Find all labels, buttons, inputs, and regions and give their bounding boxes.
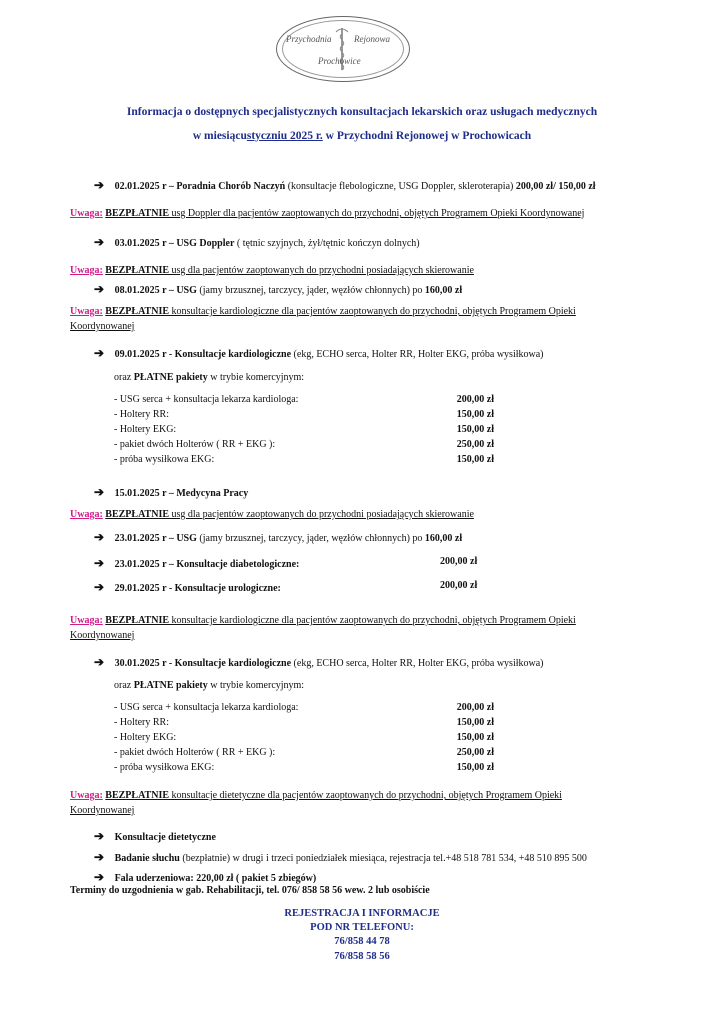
- title-month: styczniu 2025 r.: [246, 130, 323, 142]
- arrow-icon: ➔: [94, 282, 105, 296]
- note-6: Uwaga: BEZPŁATNIE konsultacje dietetyczne dla pacjentów zaoptowanych do przychodni, objętych Programem Opieki: [70, 790, 562, 801]
- item-occupational: ➔ 15.01.2025 r – Medycyna Pracy: [94, 485, 249, 499]
- item-urology: ➔ 29.01.2025 r - Konsultacje urologiczne: 200,00 zł: [94, 580, 478, 594]
- logo-text-1: Przychodnia: [286, 34, 332, 44]
- package-list-2: [114, 702, 494, 777]
- arrow-icon: ➔: [94, 870, 105, 884]
- note-2: Uwaga: BEZPŁATNIE usg dla pacjentów zaoptowanych do przychodni posiadających skierowanie: [70, 265, 474, 276]
- item-hearing: ➔ Badanie słuchu (bezpłatnie) w drugi i trzeci poniedziałek miesiąca, rejestracja tel.+48 518 781 534, +48 510 895 500: [94, 850, 587, 864]
- item-dietetics: ➔ Konsultacje dietetyczne: [94, 829, 216, 843]
- registration-line-2: POD NR TELEFONU:: [310, 922, 414, 933]
- title-pre: w miesiącu: [192, 130, 247, 142]
- item-usg-2301: ➔ 23.01.2025 r – USG (jamy brzusznej, tarczycy, jąder, węzłów chłonnych) po 160,00 zł: [94, 530, 463, 544]
- package-row: - USG serca + konsultacja lekarza kardiologa: 200,00 zł: [114, 702, 494, 713]
- arrow-icon: ➔: [94, 530, 105, 544]
- arrow-icon: ➔: [94, 655, 105, 669]
- arrow-icon: ➔: [94, 829, 105, 843]
- registration-phone-1: 76/858 44 78: [334, 936, 390, 947]
- arrow-icon: ➔: [94, 850, 105, 864]
- arrow-icon: ➔: [94, 235, 105, 249]
- item-usg-doppler: ➔ 03.01.2025 r – USG Doppler ( tętnic szyjnych, żył/tętnic kończyn dolnych): [94, 235, 420, 249]
- note-1: Uwaga: BEZPŁATNIE usg Doppler dla pacjentów zaoptowanych do przychodni, objętych Programem Opieki Koordynowanej: [70, 208, 585, 219]
- package-row: - Holtery RR: 150,00 zł: [114, 717, 494, 728]
- arrow-icon: ➔: [94, 556, 105, 570]
- paid-packages-1: oraz PŁATNE pakiety w trybie komercyjnym:: [114, 372, 305, 383]
- item-vascular: ➔ 02.01.2025 r – Poradnia Chorób Naczyń (konsultacje flebologiczne, USG Doppler, skleroterapia) 200,00 zł/ 150,00 zł: [94, 178, 596, 192]
- arrow-icon: ➔: [94, 178, 105, 192]
- package-row: - Holtery RR: 150,00 zł: [114, 409, 494, 420]
- note-3-line-2: Koordynowanej: [70, 321, 135, 332]
- note-5: Uwaga: BEZPŁATNIE konsultacje kardiologiczne dla pacjentów zaoptowanych do przychodni, objętych Programem Opieki: [70, 615, 576, 626]
- note-6-line-2: Koordynowanej: [70, 805, 135, 816]
- item-usg-0801: ➔ 08.01.2025 r – USG (jamy brzusznej, tarczycy, jąder, węzłów chłonnych) po 160,00 zł: [94, 282, 463, 296]
- arrow-icon: ➔: [94, 346, 105, 360]
- item-cardio-0901: ➔ 09.01.2025 r - Konsultacje kardiologiczne (ekg, ECHO serca, Holter RR, Holter EKG, próba wysiłkowa): [94, 346, 544, 360]
- note-3: Uwaga: BEZPŁATNIE konsultacje kardiologiczne dla pacjentów zaoptowanych do przychodni, objętych Programem Opieki: [70, 306, 576, 317]
- title-post: w Przychodni Rejonowej w Prochowicach: [325, 130, 532, 142]
- title-line-2: [0, 130, 724, 142]
- terms-note: Terminy do uzgodnienia w gab. Rehabilitacji, tel. 076/ 858 58 56 wew. 2 lub osobiście: [70, 885, 430, 896]
- package-row: - pakiet dwóch Holterów ( RR + EKG ): 250,00 zł: [114, 747, 494, 758]
- logo-text-2: Rejonowa: [354, 34, 390, 44]
- package-list-1: [114, 394, 494, 469]
- note-4: Uwaga: BEZPŁATNIE usg dla pacjentów zaoptowanych do przychodni posiadających skierowanie: [70, 509, 474, 520]
- registration-line-1: REJESTRACJA I INFORMACJE: [284, 908, 440, 919]
- paid-packages-2: oraz PŁATNE pakiety w trybie komercyjnym:: [114, 680, 305, 691]
- arrow-icon: ➔: [94, 580, 105, 594]
- item-diabetology: ➔ 23.01.2025 r – Konsultacje diabetologiczne: 200,00 zł: [94, 556, 478, 570]
- package-row: - Holtery EKG: 150,00 zł: [114, 732, 494, 743]
- note-5-line-2: Koordynowanej: [70, 630, 135, 641]
- item-cardio-3001: ➔ 30.01.2025 r - Konsultacje kardiologiczne (ekg, ECHO serca, Holter RR, Holter EKG, próba wysiłkowa): [94, 655, 544, 669]
- package-row: - pakiet dwóch Holterów ( RR + EKG ): 250,00 zł: [114, 439, 494, 450]
- item-shockwave: ➔ Fala uderzeniowa: 220,00 zł ( pakiet 5 zbiegów): [94, 870, 317, 884]
- package-row: - próba wysiłkowa EKG: 150,00 zł: [114, 762, 494, 773]
- registration-phone-2: 76/858 58 56: [334, 951, 390, 962]
- package-row: - Holtery EKG: 150,00 zł: [114, 424, 494, 435]
- package-row: - USG serca + konsultacja lekarza kardiologa: 200,00 zł: [114, 394, 494, 405]
- logo-text-3: Prochowice: [318, 56, 361, 66]
- package-row: - próba wysiłkowa EKG: 150,00 zł: [114, 454, 494, 465]
- title-line-1: Informacja o dostępnych specjalistycznych konsultacjach lekarskich oraz usługach medycznych: [126, 106, 598, 118]
- arrow-icon: ➔: [94, 485, 105, 499]
